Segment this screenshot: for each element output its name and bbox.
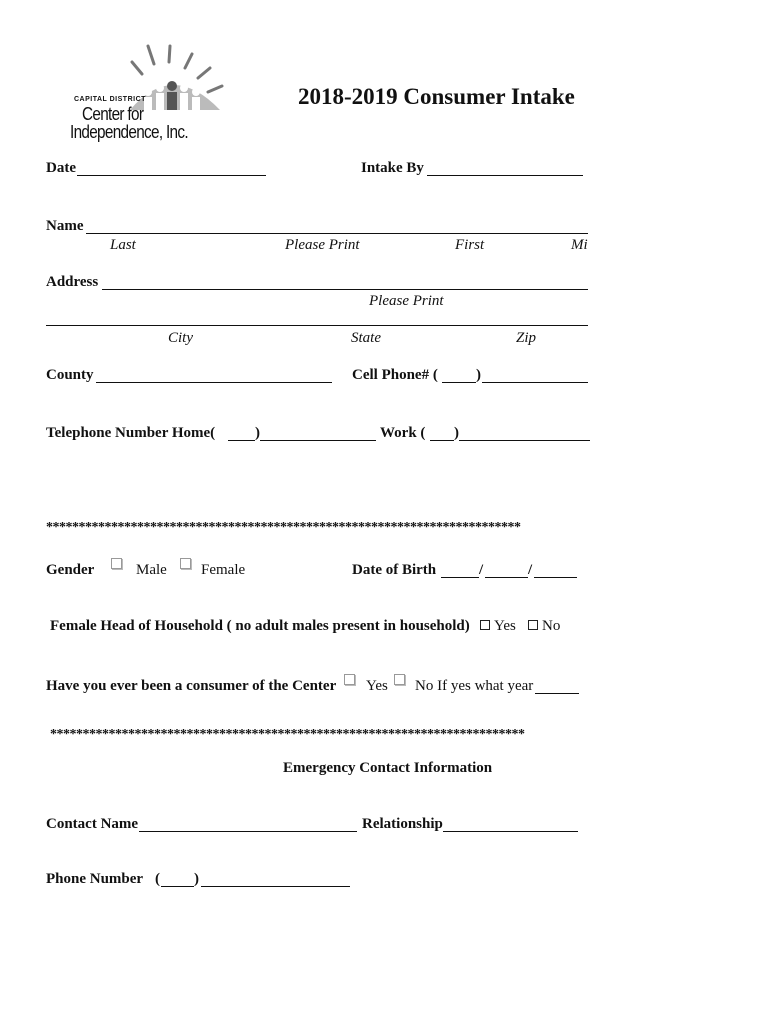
- address-please-print: Please Print: [369, 293, 444, 309]
- phone-number-label: Phone Number: [46, 871, 144, 887]
- name-field[interactable]: [86, 233, 588, 234]
- dob-month-field[interactable]: [441, 577, 479, 578]
- address-line2-field[interactable]: [46, 325, 588, 326]
- consumer-no-checkbox[interactable]: [394, 674, 405, 685]
- home-paren-close: ): [255, 425, 260, 441]
- dob-year-field[interactable]: [534, 577, 577, 578]
- work-area-code-field[interactable]: [430, 440, 454, 441]
- phone-area-code-field[interactable]: [161, 886, 194, 887]
- city-sublabel: City: [168, 330, 193, 346]
- name-please-print: Please Print: [285, 237, 360, 253]
- county-field[interactable]: [96, 382, 332, 383]
- work-label: Work (: [380, 425, 426, 441]
- intake-by-field[interactable]: [427, 175, 583, 176]
- home-number-field[interactable]: [260, 440, 376, 441]
- cell-area-code-field[interactable]: [442, 382, 476, 383]
- date-field[interactable]: [77, 175, 266, 176]
- female-head-no-label: No: [542, 618, 561, 634]
- zip-sublabel: Zip: [516, 330, 537, 346]
- telephone-label: Telephone Number Home(: [46, 425, 216, 441]
- dob-day-field[interactable]: [485, 577, 528, 578]
- dob-slash-2: /: [528, 562, 533, 578]
- logo: [60, 40, 250, 150]
- female-head-yes-checkbox[interactable]: [480, 620, 490, 630]
- logo-top-text: CAPITAL DISTRICT: [74, 96, 146, 103]
- female-head-label: Female Head of Household ( no adult males present in household): [50, 618, 470, 634]
- female-checkbox[interactable]: [180, 558, 191, 569]
- last-sublabel: Last: [110, 237, 136, 253]
- county-label: County: [46, 367, 94, 383]
- dob-slash-1: /: [479, 562, 484, 578]
- cell-number-field[interactable]: [482, 382, 588, 383]
- relationship-label: Relationship: [362, 816, 443, 832]
- mi-sublabel: Mi: [571, 237, 588, 253]
- state-sublabel: State: [351, 330, 381, 346]
- phone-paren-open: (: [155, 871, 160, 887]
- emergency-heading: Emergency Contact Information: [283, 760, 493, 776]
- name-label: Name: [46, 218, 84, 234]
- contact-name-label: Contact Name: [46, 816, 139, 832]
- consumer-yes-label: Yes: [366, 678, 388, 694]
- male-label: Male: [136, 562, 167, 578]
- date-label: Date: [46, 160, 76, 176]
- contact-name-field[interactable]: [139, 831, 357, 832]
- logo-line2: Independence, Inc.: [70, 122, 188, 142]
- consumer-no-label: No If yes what year: [415, 678, 534, 694]
- cell-phone-label: Cell Phone# (: [352, 367, 438, 383]
- address-field[interactable]: [102, 289, 588, 290]
- relationship-field[interactable]: [443, 831, 578, 832]
- separator-stars-1: *************************************************************************: [46, 520, 521, 535]
- phone-number-field[interactable]: [201, 886, 350, 887]
- phone-paren-close: ): [194, 871, 199, 887]
- female-head-yes-option[interactable]: [480, 618, 516, 635]
- work-number-field[interactable]: [459, 440, 590, 441]
- logo-line1: Center for: [82, 104, 144, 124]
- first-sublabel: First: [455, 237, 485, 253]
- work-paren-close: ): [454, 425, 459, 441]
- separator-stars-2: *************************************************************************: [50, 727, 525, 742]
- consumer-yes-checkbox[interactable]: [344, 674, 355, 685]
- gender-label: Gender: [46, 562, 95, 578]
- female-head-yes-label: Yes: [494, 618, 516, 634]
- consumer-year-field[interactable]: [535, 693, 579, 694]
- consumer-question-label: Have you ever been a consumer of the Center: [46, 678, 337, 694]
- home-area-code-field[interactable]: [228, 440, 255, 441]
- address-label: Address: [46, 274, 99, 290]
- intake-by-label: Intake By: [361, 160, 424, 176]
- dob-label: Date of Birth: [352, 562, 437, 578]
- form-title: 2018-2019 Consumer Intake: [298, 84, 575, 109]
- male-checkbox[interactable]: [111, 558, 122, 569]
- cell-paren-close: ): [476, 367, 481, 383]
- female-head-no-option[interactable]: [528, 618, 560, 635]
- female-head-no-checkbox[interactable]: [528, 620, 538, 630]
- female-label: Female: [201, 562, 246, 578]
